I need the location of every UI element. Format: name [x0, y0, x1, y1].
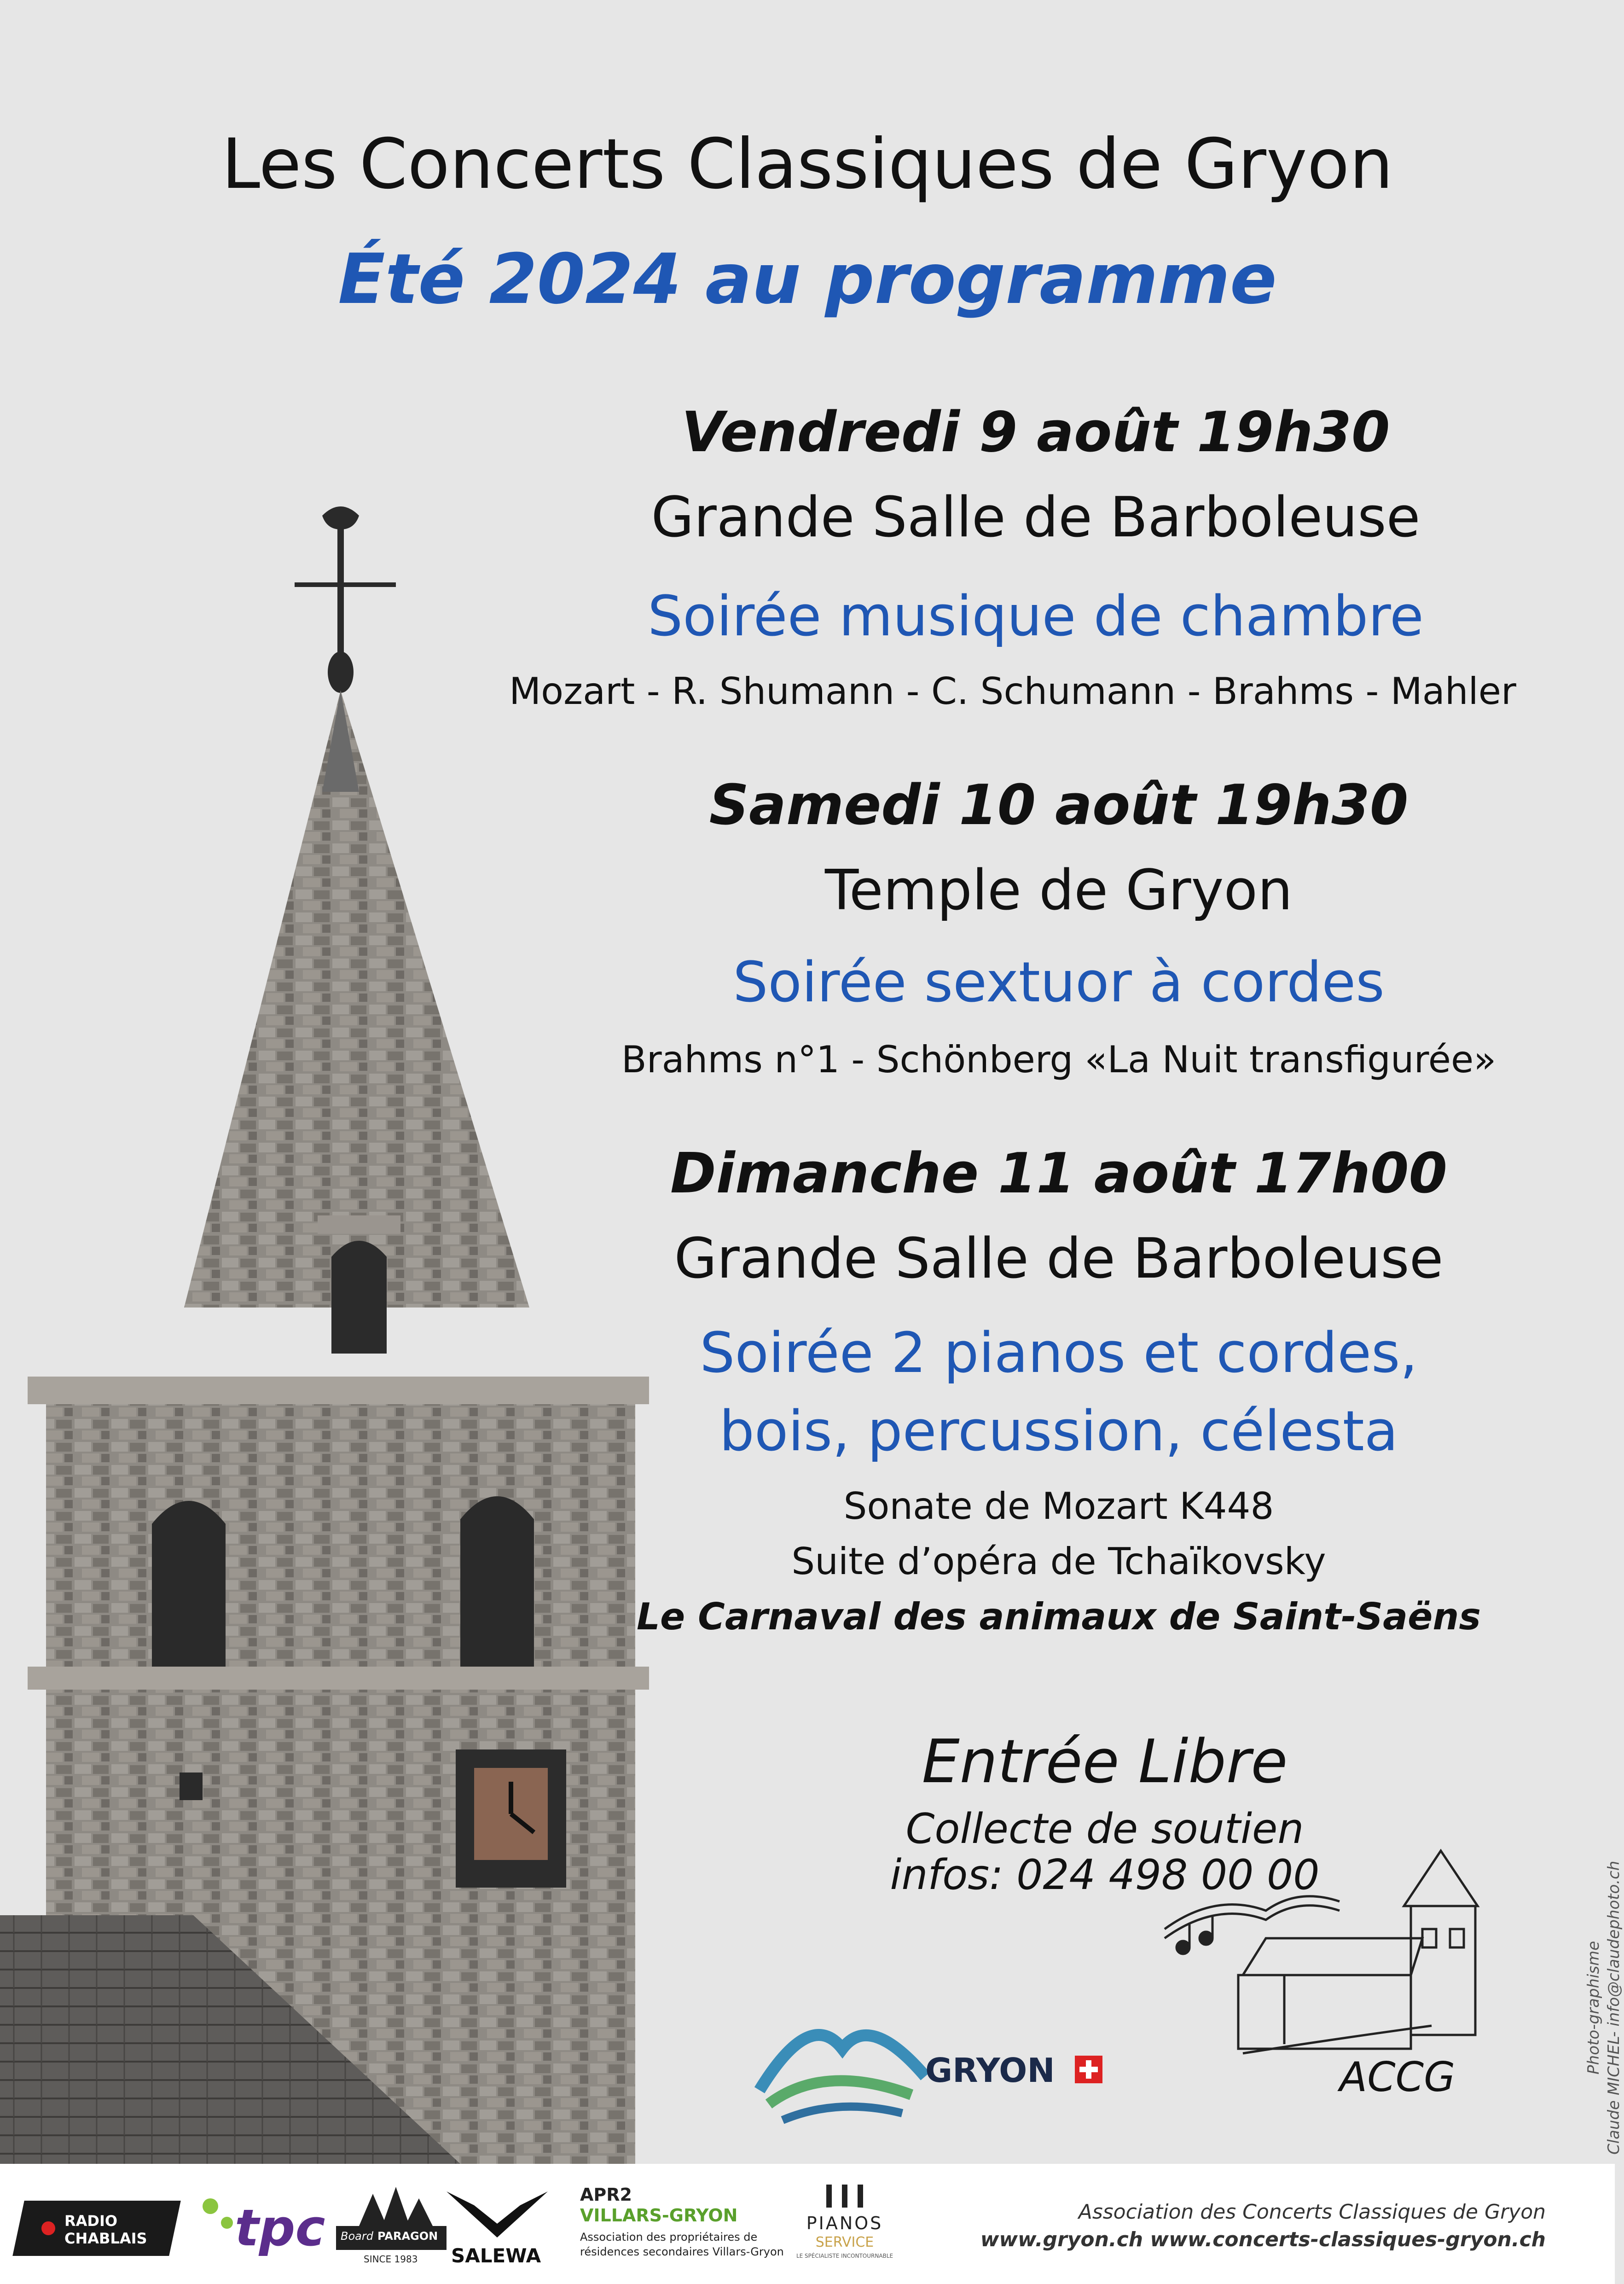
- swiss-flag-icon: [1075, 2056, 1102, 2083]
- footer-websites: www.gryon.ch www.concerts-classiques-gryon.ch: [980, 2228, 1546, 2251]
- salewa-label: SALEWA: [451, 2244, 541, 2267]
- board-label: Board: [341, 2230, 373, 2243]
- photo-credit: [1583, 1861, 1624, 2155]
- salewa-eagle-icon: [442, 2187, 552, 2242]
- event-2-program: Brahms n°1 - Schönberg «La Nuit transfigurée»: [621, 1038, 1496, 1081]
- event-1-venue: Grande Salle de Barboleuse: [651, 486, 1421, 550]
- sponsor-pianos-service: [792, 2180, 898, 2272]
- sponsor-radio-chablais: [18, 2180, 175, 2272]
- sponsor-tpc: [198, 2180, 327, 2272]
- footer-line-1: Association des Concerts Classiques de Gryon: [1078, 2200, 1546, 2224]
- service-label: SERVICE: [815, 2234, 874, 2250]
- entry-infos: infos: 024 498 00 00: [890, 1851, 1320, 1899]
- apr2-label: APR2: [580, 2185, 632, 2205]
- piano-bars-icon: [822, 2185, 868, 2208]
- sponsor-board-paragon: [336, 2180, 447, 2272]
- clock-face-icon: [456, 1749, 566, 1888]
- event-3-venue: Grande Salle de Barboleuse: [674, 1227, 1444, 1291]
- footer-association: [980, 2198, 1546, 2254]
- event-1-date: Vendredi 9 août 19h30: [681, 401, 1390, 465]
- apr2-desc-1: Association des propriétaires de: [580, 2231, 758, 2243]
- tpc-dots-icon: [203, 2198, 218, 2214]
- event-3-program-line-3: Le Carnaval des animaux de Saint-Saëns: [637, 1595, 1481, 1638]
- radio-label: RADIO: [64, 2212, 118, 2230]
- accg-church-sketch-icon: [1146, 1823, 1501, 2081]
- entry-title: Entrée Libre: [922, 1726, 1288, 1796]
- tpc-label: tpc: [235, 2198, 325, 2257]
- event-2-venue: Temple de Gryon: [824, 859, 1293, 923]
- poster-subtitle: Été 2024 au programme: [338, 239, 1277, 320]
- gryon-mountain-logo-icon: [755, 1998, 930, 2127]
- event-3-kind-line-2: bois, percussion, célesta: [719, 1400, 1398, 1464]
- paragon-label: PARAGON: [377, 2230, 438, 2243]
- since-label: SINCE 1983: [364, 2254, 418, 2265]
- apr2-desc-2: résidences secondaires Villars-Gryon: [580, 2245, 784, 2258]
- apr2-villars-label: VILLARS-GRYON: [580, 2205, 738, 2226]
- sponsor-apr2: [580, 2180, 784, 2272]
- event-3-date: Dimanche 11 août 17h00: [670, 1142, 1448, 1206]
- pianos-label: PIANOS: [806, 2213, 883, 2233]
- credit-line-1: Photo-graphisme: [1584, 1941, 1603, 2075]
- credit-line-2: Claude MICHEL- info@claudephoto.ch: [1605, 1860, 1623, 2155]
- pianos-tagline: LE SPÉCIALISTE INCONTOURNABLE: [796, 2253, 893, 2259]
- sponsor-salewa: [433, 2180, 571, 2272]
- entry-collecte: Collecte de soutien: [905, 1805, 1304, 1853]
- radio-dot-icon: [41, 2221, 55, 2235]
- chablais-label: CHABLAIS: [64, 2230, 147, 2247]
- accg-logo-text: ACCG: [1340, 2053, 1456, 2101]
- event-3-program-line-1: Sonate de Mozart K448: [843, 1485, 1274, 1528]
- event-3-kind-line-1: Soirée 2 pianos et cordes,: [700, 1321, 1418, 1385]
- mountain-trees-icon: [350, 2185, 433, 2226]
- event-3-program-line-2: Suite d’opéra de Tchaïkovsky: [791, 1540, 1326, 1583]
- event-1-program: Mozart - R. Shumann - C. Schumann - Brahms - Mahler: [509, 670, 1516, 713]
- poster-title: Les Concerts Classiques de Gryon: [221, 124, 1393, 204]
- gryon-logo-text: GRYON: [925, 2051, 1055, 2090]
- weather-vane-icon: [295, 506, 396, 693]
- event-1-kind: Soirée musique de chambre: [648, 585, 1424, 649]
- event-2-kind: Soirée sextuor à cordes: [733, 951, 1385, 1015]
- event-2-date: Samedi 10 août 19h30: [709, 773, 1409, 837]
